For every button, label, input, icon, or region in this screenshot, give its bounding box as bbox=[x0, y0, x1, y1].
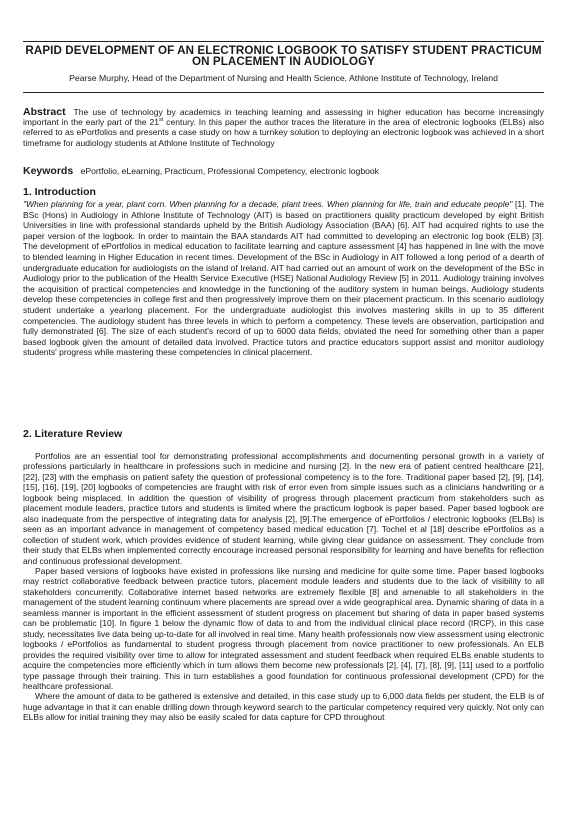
paper-title: RAPID DEVELOPMENT OF AN ELECTRONIC LOGBOOK TO SATISFY STUDENT PRACTICUM ON PLACEMENT IN AUDIOLOGY bbox=[25, 44, 542, 68]
literature-review-body bbox=[23, 451, 544, 723]
section-heading-introduction: 1. Introduction bbox=[23, 186, 96, 198]
author-line: Pearse Murphy, Head of the Department of Nursing and Health Science, Athlone Institute of Technology, Ireland bbox=[69, 73, 498, 83]
lit-paragraph-1: Portfolios are an essential tool for demonstrating professional accomplishments and documenting personal growth in a variety of professions particularly in healthcare in professions such in medicine and nursing [2]. In the new era of patient centred healthcare [21], [22], [23] with the emphasis on patient safety the question of professional competency is to the fore. Traditional paper based [2], [9], [14], [15], [16], [19], [20] logbooks of competencies are fraught with risk of error even from simple issues such as a clinicians handwriting or a logbook being misplaced. In addition the question of visibility of progress through placement practicum from stakeholders such as placement module leaders, practice tutors and students is limited where the practicum logbook is paper based. Paper based logbook are also inadequate from the perspective of integrating data for analysis [2], [9].The emergence of ePortfolios / electronic logbooks (ELBs) is seen as an important advance in management of competency based medical education [7]. Tochel et al [18] describe ePortfolios as a collection of student work, which provides evidence of student learning, while giving clear guidance on assessment. They conclude from their study that ELBs when implemented correctly encourage increased personal responsibility for learning and have benefits for reflection and continuous professional development. bbox=[23, 451, 544, 566]
keywords bbox=[23, 166, 544, 177]
section-heading-literature-review: 2. Literature Review bbox=[23, 428, 123, 440]
abstract-label: Abstract bbox=[23, 106, 66, 118]
lit-paragraph-3: Where the amount of data to be gathered is extensive and detailed, in this case study up to 6,000 data fields per student, the ELB is of huge advantage in that it can enable drilling down through keyword search to the particular competency required very quickly. Not only can ELBs allow for initial training they may also be easily scaled for data capture for CPD throughout bbox=[23, 691, 544, 723]
abstract-superscript: st bbox=[159, 117, 164, 124]
intro-quote: "When planning for a year, plant corn. When planning for a decade, plant trees. When planning for life, train and educate people" bbox=[23, 199, 513, 209]
intro-text: [1]. The BSc (Hons) in Audiology in Athlone Institute of Technology (AIT) is based on practitioners quality practicum developed by eight British Universities in line with professional standards upheld by the British Audiology Association (BAA) [6]. AIT had acquired rights to use the paper version of the logbook. In order to maintain the BAA standards AIT had committed to developing an electronic log book (ELB) [3]. The development of ePortfolios in medical education to facilitate learning and capture assessment [4] has happened in line with the move to blended learning in Higher Education in recent times. Development of the BSc in Audiology in AIT followed a long period of a dearth of undergraduate education for audiologists on the island of Ireland. AIT had carried out an amount of work on the development of the BSc in Audiology prior to the publication of the Health Service Executive (HSE) National Audiology Review [5] in 2011. Audiology training involves the acquisition of practical competencies and knowledge in the functioning of the auditory system in human beings. Audiology students develop these competencies in college first and then progressively improve them on their placement practicum. In this scenario audiology student undertake a yearlong placement. For the undergraduate audiologist this involves mastering skills in up to 35 different competencies. The audiology student has three levels in which to perform a competency. These levels are observation, participation and fully demonstrated [6]. The size of each student's record of up to 6000 data fields, obviated the need for something other than a paper based logbook given the amount of detailed data involved. Practice tutors and practice educators support assist and monitor audiology students' progress while mastering these competencies in clinical placement. bbox=[23, 199, 544, 358]
abstract-text-end: century. In this paper the author traces the literature in the area of electronic logbooks (ELBs) also referred to as ePortfolios and presents a case study on how a turnkey solution to deploying an electronic logbook was achieved in a short timeframe for audiology students at Athlone Institute of Technology bbox=[23, 117, 544, 148]
abstract-text-start: The use of technology by academics in teaching learning and assessing in higher education has become increasingly important in the early part of the 21 bbox=[23, 107, 544, 128]
introduction-body bbox=[23, 199, 544, 358]
abstract bbox=[23, 107, 544, 148]
top-rule bbox=[23, 41, 544, 42]
keywords-text: ePortfolio, eLearning, Practicum, Professional Competency, electronic logbook bbox=[80, 166, 379, 176]
lit-paragraph-2: Paper based versions of logbooks have existed in professions like nursing and medicine for quite some time. Paper based logbooks may restrict collaborative feedback between practice tutors, placement module leaders and students due to the lack of visibility to all stakeholders concurrently. Collaborative internet based networks are extremely flexible [8] and amenable to all stakeholders in the management of the student learning continuum where placements are spread over a wide geographical area. Dynamic sharing of data in a seamless manner is important in the efficient assessment of student progress on placement but sharing of data in paper based systems can be problematic [10]. In figure 1 below the dynamic flow of data to and from the individual clinical place record (IRCP), in this case study, necessitates live data being up-to-date for all involved in real time. Many health professionals now view assessment using electronic logbooks / ePortfolios as fundamental to student progress through placement from novice practitioner to new professionals. An ELB provides the required visibility over time to allow for integrated assessment and student feedback when required ELBs enable students to acquire the competencies more efficiently which in turn allows them become new professionals [2], [4], [7], [8], [9], [11] used to a portfolio type passage through their training. This in turn establishes a good foundation for continuous professional development (CPD) for the healthcare professional. bbox=[23, 565, 544, 691]
keywords-label: Keywords bbox=[23, 165, 74, 177]
header-bottom-rule bbox=[23, 92, 544, 93]
